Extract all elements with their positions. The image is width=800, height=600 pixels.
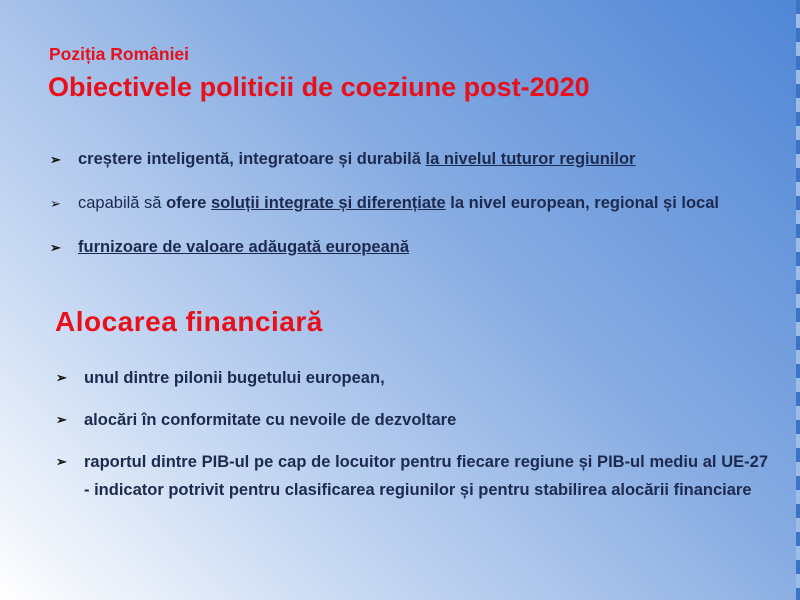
- objective-text: capabilă să: [78, 194, 167, 212]
- objective-emphasis: furnizoare de valoare adăugată europeană: [78, 238, 410, 256]
- objective-text-bold: la nivel european, regional și local: [445, 194, 719, 212]
- arrow-bullet-icon: ➢: [50, 152, 61, 167]
- list-item: [50, 190, 752, 217]
- arrow-bullet-icon: ➢: [56, 370, 67, 385]
- arrow-bullet-icon: ➢: [50, 196, 61, 211]
- financial-list: [56, 364, 768, 518]
- section-title: Alocarea financiară: [55, 306, 323, 337]
- list-item: [56, 448, 768, 504]
- arrow-bullet-icon: ➢: [56, 412, 67, 427]
- list-item: [56, 364, 768, 392]
- objective-text-bold: ofere: [166, 194, 211, 212]
- slide-title: Obiectivele politicii de coeziune post-2020: [48, 72, 590, 102]
- objective-emphasis: soluții integrate și diferențiate: [211, 194, 446, 212]
- arrow-bullet-icon: ➢: [50, 240, 61, 255]
- objective-text: creștere inteligentă, integratoare și durabilă: [78, 150, 426, 168]
- list-item: [56, 406, 768, 434]
- financial-text: alocări în conformitate cu nevoile de dezvoltare: [84, 411, 457, 429]
- slide-subtitle: Poziția României: [49, 44, 190, 64]
- financial-text: unul dintre pilonii bugetului european,: [84, 369, 385, 387]
- arrow-bullet-icon: ➢: [56, 454, 67, 469]
- financial-text: raportul dintre PIB-ul pe cap de locuitor pentru fiecare regiune și PIB-ul mediu al UE-27 - indicator potrivit pentru clasificarea regiunilor și pentru stabilirea alocării financiare: [84, 453, 768, 499]
- list-item: [50, 234, 752, 261]
- list-item: [50, 146, 752, 173]
- right-edge-decoration: [796, 0, 800, 600]
- objective-emphasis: la nivelul tuturor regiunilor: [425, 150, 636, 168]
- objectives-list: [50, 146, 752, 278]
